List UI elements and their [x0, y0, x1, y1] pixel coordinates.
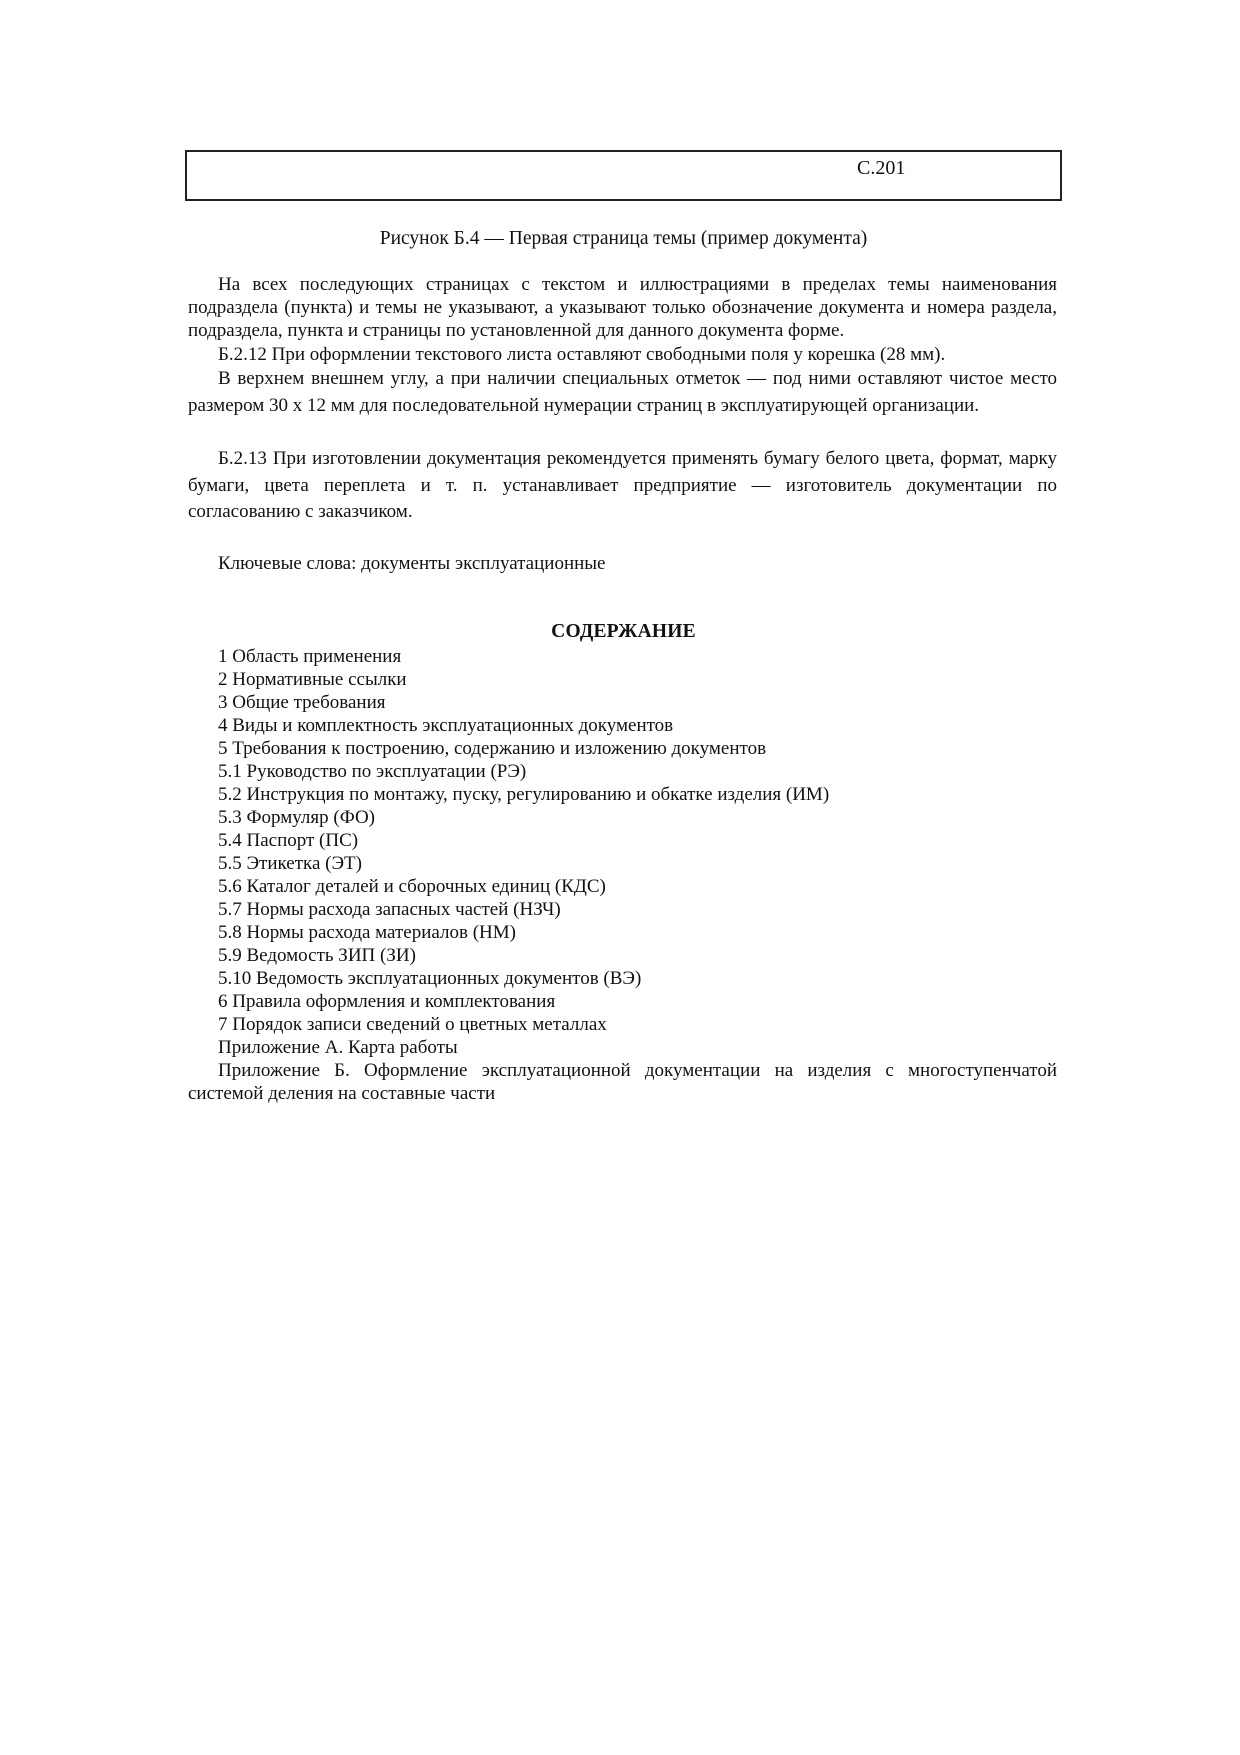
paragraph-upper-corner: В верхнем внешнем углу, а при наличии специальных отметок — под ними оставляют чистое место размером 30 х 12 мм для последовательной нумерации страниц в эксплуатирующей организации.	[188, 368, 1057, 416]
toc-item: 5.6 Каталог деталей и сборочных единиц (КДС)	[218, 876, 606, 897]
toc-item: 5.7 Нормы расхода запасных частей (НЗЧ)	[218, 899, 561, 920]
figure-caption: Рисунок Б.4 — Первая страница темы (пример документа)	[379, 228, 868, 249]
toc-item: Приложение Б. Оформление эксплуатационной документации на изделия с многоступенчатой системой деления на составные части	[188, 1060, 1057, 1104]
toc-item: 5.4 Паспорт (ПС)	[218, 830, 359, 851]
paragraph-b-2-12: Б.2.12 При оформлении текстового листа оставляют свободными поля у корешка (28 мм).	[218, 344, 946, 365]
toc-item: 5.8 Нормы расхода материалов (НМ)	[218, 922, 516, 943]
toc-item: Приложение А. Карта работы	[218, 1037, 458, 1058]
toc-item: 5.2 Инструкция по монтажу, пуску, регулированию и обкатке изделия (ИМ)	[218, 784, 830, 805]
toc-item: 5 Требования к построению, содержанию и изложению документов	[218, 738, 767, 759]
toc-item: 5.5 Этикетка (ЭТ)	[218, 853, 362, 874]
toc-item: 1 Область применения	[218, 646, 402, 667]
toc-item: 5.1 Руководство по эксплуатации (РЭ)	[218, 761, 527, 782]
page-header-frame	[185, 150, 1062, 201]
toc-item: 5.3 Формуляр (ФО)	[218, 807, 376, 828]
toc-item: 2 Нормативные ссылки	[218, 669, 407, 690]
toc-item: 7 Порядок записи сведений о цветных металлах	[218, 1014, 607, 1035]
paragraph-subsequent-pages: На всех последующих страницах с текстом и иллюстрациями в пределах темы наименования подраздела (пункта) и темы не указывают, а указывают только обозначение документа и номера раздела, подраздела, пункта и страницы по установленной для данного документа форме.	[188, 274, 1057, 341]
table-of-contents	[188, 645, 1057, 1105]
toc-item: 5.9 Ведомость ЗИП (ЗИ)	[218, 945, 416, 966]
paragraph-b-2-13: Б.2.13 При изготовлении документация рекомендуется применять бумагу белого цвета, формат, марку бумаги, цвета переплета и т. п. устанавливает предприятие — изготовитель документации по согласованию с заказчиком.	[188, 448, 1057, 522]
toc-item: 5.10 Ведомость эксплуатационных документов (ВЭ)	[218, 968, 642, 989]
toc-item: 4 Виды и комплектность эксплуатационных документов	[218, 715, 674, 736]
page-number: С.201	[857, 157, 906, 179]
keywords-line: Ключевые слова: документы эксплуатационные	[218, 553, 606, 574]
toc-item: 3 Общие требования	[218, 692, 386, 713]
toc-title: СОДЕРЖАНИЕ	[551, 621, 696, 642]
toc-item: 6 Правила оформления и комплектования	[218, 991, 556, 1012]
